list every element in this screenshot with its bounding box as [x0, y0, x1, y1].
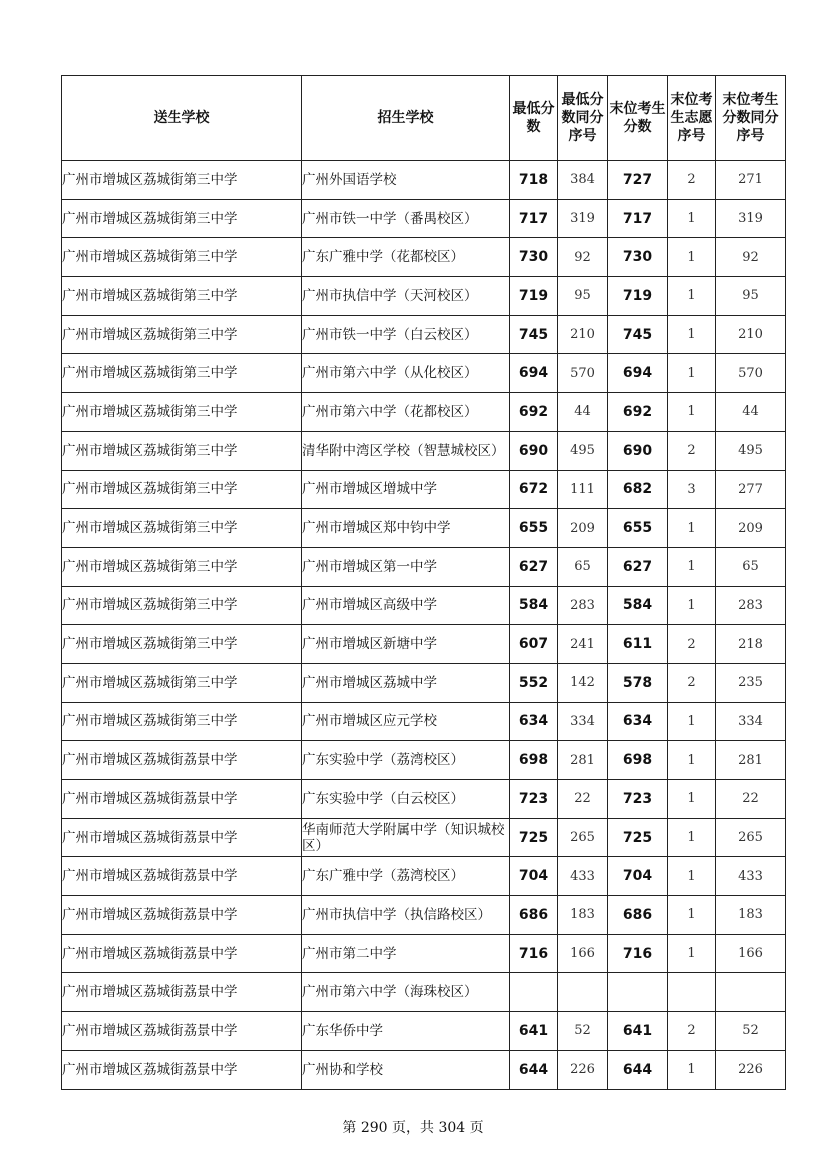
last-same-rank-cell: 44	[716, 393, 786, 432]
last-volunteer-cell: 1	[668, 896, 716, 935]
send-school-cell: 广州市增城区荔城街荔景中学	[62, 934, 302, 973]
min-same-rank-cell: 495	[558, 431, 608, 470]
table-row	[62, 547, 786, 586]
last-score-cell: 611	[608, 625, 668, 664]
send-school-cell: 广州市增城区荔城街第三中学	[62, 199, 302, 238]
min-same-rank-cell: 52	[558, 1012, 608, 1051]
table-row	[62, 780, 786, 819]
last-volunteer-cell: 2	[668, 1012, 716, 1051]
last-same-rank-cell: 52	[716, 1012, 786, 1051]
send-school-cell: 广州市增城区荔城街荔景中学	[62, 1050, 302, 1089]
min-score-cell: 607	[510, 625, 558, 664]
recruit-school-cell: 广州市增城区新塘中学	[302, 625, 510, 664]
min-same-rank-cell: 281	[558, 741, 608, 780]
recruit-school-cell: 广州市第二中学	[302, 934, 510, 973]
min-same-rank-cell: 92	[558, 238, 608, 277]
table-row	[62, 934, 786, 973]
last-volunteer-cell: 1	[668, 780, 716, 819]
table-row	[62, 857, 786, 896]
min-same-rank-cell: 22	[558, 780, 608, 819]
recruit-school-cell: 广东华侨中学	[302, 1012, 510, 1051]
last-score-cell: 745	[608, 315, 668, 354]
last-volunteer-cell: 1	[668, 702, 716, 741]
min-same-rank-cell: 570	[558, 354, 608, 393]
min-same-rank-cell: 226	[558, 1050, 608, 1089]
send-school-cell: 广州市增城区荔城街第三中学	[62, 702, 302, 741]
last-same-rank-cell: 570	[716, 354, 786, 393]
last-same-rank-cell: 218	[716, 625, 786, 664]
send-school-cell: 广州市增城区荔城街荔景中学	[62, 818, 302, 857]
last-score-cell: 634	[608, 702, 668, 741]
min-score-cell: 634	[510, 702, 558, 741]
last-same-rank-cell: 334	[716, 702, 786, 741]
last-same-rank-cell: 226	[716, 1050, 786, 1089]
table-row	[62, 973, 786, 1012]
recruit-school-cell: 广东实验中学（荔湾校区）	[302, 741, 510, 780]
table-row	[62, 702, 786, 741]
recruit-school-cell: 广州市铁一中学（白云校区）	[302, 315, 510, 354]
recruit-school-cell: 广东广雅中学（荔湾校区）	[302, 857, 510, 896]
recruit-school-cell: 广东实验中学（白云校区）	[302, 780, 510, 819]
min-same-rank-cell: 433	[558, 857, 608, 896]
last-score-cell: 641	[608, 1012, 668, 1051]
last-volunteer-cell: 2	[668, 625, 716, 664]
last-volunteer-cell: 1	[668, 199, 716, 238]
table-row	[62, 896, 786, 935]
last-volunteer-cell: 1	[668, 818, 716, 857]
last-score-cell: 644	[608, 1050, 668, 1089]
min-score-cell: 725	[510, 818, 558, 857]
min-score-cell: 641	[510, 1012, 558, 1051]
table-row	[62, 431, 786, 470]
min-same-rank-cell	[558, 973, 608, 1012]
send-school-cell: 广州市增城区荔城街第三中学	[62, 663, 302, 702]
last-same-rank-cell: 22	[716, 780, 786, 819]
min-same-rank-cell: 111	[558, 470, 608, 509]
min-score-cell: 627	[510, 547, 558, 586]
last-same-rank-cell: 65	[716, 547, 786, 586]
table-row	[62, 625, 786, 664]
last-volunteer-cell	[668, 973, 716, 1012]
last-volunteer-cell: 2	[668, 161, 716, 200]
min-same-rank-cell: 183	[558, 896, 608, 935]
min-score-cell: 730	[510, 238, 558, 277]
header-min-score: 最低分数	[510, 76, 558, 161]
send-school-cell: 广州市增城区荔城街第三中学	[62, 625, 302, 664]
recruit-school-cell: 广州市第六中学（花都校区）	[302, 393, 510, 432]
last-score-cell: 717	[608, 199, 668, 238]
last-volunteer-cell: 1	[668, 857, 716, 896]
min-same-rank-cell: 334	[558, 702, 608, 741]
header-send-school: 送生学校	[62, 76, 302, 161]
table-header-row	[62, 76, 786, 161]
last-same-rank-cell: 92	[716, 238, 786, 277]
last-volunteer-cell: 1	[668, 393, 716, 432]
table-row	[62, 238, 786, 277]
last-volunteer-cell: 2	[668, 663, 716, 702]
last-same-rank-cell: 319	[716, 199, 786, 238]
min-score-cell: 686	[510, 896, 558, 935]
last-score-cell: 655	[608, 509, 668, 548]
table-row	[62, 1012, 786, 1051]
last-volunteer-cell: 1	[668, 277, 716, 316]
last-same-rank-cell: 95	[716, 277, 786, 316]
last-same-rank-cell: 183	[716, 896, 786, 935]
table-row	[62, 354, 786, 393]
min-score-cell: 584	[510, 586, 558, 625]
page-number-footer: 第 290 页，共 304 页	[342, 1120, 484, 1136]
table-row	[62, 663, 786, 702]
table-row	[62, 1050, 786, 1089]
last-score-cell: 719	[608, 277, 668, 316]
table-row	[62, 741, 786, 780]
min-score-cell: 704	[510, 857, 558, 896]
min-score-cell: 719	[510, 277, 558, 316]
last-volunteer-cell: 1	[668, 315, 716, 354]
send-school-cell: 广州市增城区荔城街荔景中学	[62, 973, 302, 1012]
send-school-cell: 广州市增城区荔城街第三中学	[62, 586, 302, 625]
send-school-cell: 广州市增城区荔城街第三中学	[62, 354, 302, 393]
last-same-rank-cell: 277	[716, 470, 786, 509]
table-row	[62, 199, 786, 238]
last-score-cell: 704	[608, 857, 668, 896]
send-school-cell: 广州市增城区荔城街第三中学	[62, 547, 302, 586]
recruit-school-cell: 清华附中湾区学校（智慧城校区）	[302, 431, 510, 470]
recruit-school-cell: 广州协和学校	[302, 1050, 510, 1089]
last-same-rank-cell: 210	[716, 315, 786, 354]
last-volunteer-cell: 3	[668, 470, 716, 509]
last-volunteer-cell: 1	[668, 354, 716, 393]
recruit-school-cell: 广州市增城区应元学校	[302, 702, 510, 741]
last-same-rank-cell: 209	[716, 509, 786, 548]
send-school-cell: 广州市增城区荔城街荔景中学	[62, 896, 302, 935]
table-row	[62, 277, 786, 316]
last-score-cell: 723	[608, 780, 668, 819]
last-score-cell: 682	[608, 470, 668, 509]
send-school-cell: 广州市增城区荔城街第三中学	[62, 161, 302, 200]
last-score-cell: 690	[608, 431, 668, 470]
header-min-same-rank: 最低分数同分序号	[558, 76, 608, 161]
last-score-cell: 730	[608, 238, 668, 277]
last-score-cell: 694	[608, 354, 668, 393]
last-score-cell: 686	[608, 896, 668, 935]
send-school-cell: 广州市增城区荔城街第三中学	[62, 393, 302, 432]
min-score-cell: 716	[510, 934, 558, 973]
recruit-school-cell: 广州市第六中学（从化校区）	[302, 354, 510, 393]
last-same-rank-cell: 495	[716, 431, 786, 470]
admission-score-table	[61, 75, 786, 1090]
send-school-cell: 广州市增城区荔城街荔景中学	[62, 741, 302, 780]
last-score-cell: 716	[608, 934, 668, 973]
recruit-school-cell: 广州外国语学校	[302, 161, 510, 200]
table-row	[62, 470, 786, 509]
send-school-cell: 广州市增城区荔城街第三中学	[62, 509, 302, 548]
min-score-cell: 698	[510, 741, 558, 780]
table-row	[62, 509, 786, 548]
last-score-cell: 698	[608, 741, 668, 780]
min-same-rank-cell: 319	[558, 199, 608, 238]
min-same-rank-cell: 241	[558, 625, 608, 664]
table-row	[62, 818, 786, 857]
header-last-score: 末位考生分数	[608, 76, 668, 161]
min-same-rank-cell: 384	[558, 161, 608, 200]
send-school-cell: 广州市增城区荔城街第三中学	[62, 238, 302, 277]
table-row	[62, 315, 786, 354]
last-score-cell: 727	[608, 161, 668, 200]
last-volunteer-cell: 1	[668, 934, 716, 973]
min-same-rank-cell: 210	[558, 315, 608, 354]
recruit-school-cell: 广州市增城区高级中学	[302, 586, 510, 625]
last-volunteer-cell: 2	[668, 431, 716, 470]
min-score-cell: 717	[510, 199, 558, 238]
table-body	[62, 161, 786, 1090]
last-same-rank-cell: 235	[716, 663, 786, 702]
min-score-cell: 644	[510, 1050, 558, 1089]
recruit-school-cell: 广州市增城区增城中学	[302, 470, 510, 509]
last-score-cell: 584	[608, 586, 668, 625]
recruit-school-cell: 广州市增城区荔城中学	[302, 663, 510, 702]
send-school-cell: 广州市增城区荔城街第三中学	[62, 315, 302, 354]
last-score-cell: 725	[608, 818, 668, 857]
min-same-rank-cell: 142	[558, 663, 608, 702]
send-school-cell: 广州市增城区荔城街第三中学	[62, 277, 302, 316]
send-school-cell: 广州市增城区荔城街第三中学	[62, 431, 302, 470]
min-score-cell: 690	[510, 431, 558, 470]
last-same-rank-cell: 433	[716, 857, 786, 896]
min-same-rank-cell: 44	[558, 393, 608, 432]
recruit-school-cell: 广东广雅中学（花都校区）	[302, 238, 510, 277]
last-volunteer-cell: 1	[668, 586, 716, 625]
last-volunteer-cell: 1	[668, 238, 716, 277]
send-school-cell: 广州市增城区荔城街第三中学	[62, 470, 302, 509]
send-school-cell: 广州市增城区荔城街荔景中学	[62, 1012, 302, 1051]
last-volunteer-cell: 1	[668, 1050, 716, 1089]
table-row	[62, 161, 786, 200]
last-score-cell: 578	[608, 663, 668, 702]
min-same-rank-cell: 65	[558, 547, 608, 586]
header-last-volunteer: 末位考生志愿序号	[668, 76, 716, 161]
min-same-rank-cell: 209	[558, 509, 608, 548]
recruit-school-cell: 广州市增城区郑中钧中学	[302, 509, 510, 548]
send-school-cell: 广州市增城区荔城街荔景中学	[62, 780, 302, 819]
last-same-rank-cell: 166	[716, 934, 786, 973]
send-school-cell: 广州市增城区荔城街荔景中学	[62, 857, 302, 896]
min-score-cell: 718	[510, 161, 558, 200]
min-score-cell: 692	[510, 393, 558, 432]
last-same-rank-cell: 265	[716, 818, 786, 857]
last-volunteer-cell: 1	[668, 509, 716, 548]
header-recruit-school: 招生学校	[302, 76, 510, 161]
min-score-cell: 694	[510, 354, 558, 393]
last-volunteer-cell: 1	[668, 741, 716, 780]
last-score-cell: 627	[608, 547, 668, 586]
recruit-school-cell: 华南师范大学附属中学（知识城校区）	[302, 818, 510, 857]
min-score-cell: 655	[510, 509, 558, 548]
last-volunteer-cell: 1	[668, 547, 716, 586]
last-same-rank-cell	[716, 973, 786, 1012]
min-same-rank-cell: 265	[558, 818, 608, 857]
min-score-cell: 745	[510, 315, 558, 354]
min-score-cell	[510, 973, 558, 1012]
min-score-cell: 552	[510, 663, 558, 702]
min-same-rank-cell: 95	[558, 277, 608, 316]
min-same-rank-cell: 283	[558, 586, 608, 625]
last-same-rank-cell: 271	[716, 161, 786, 200]
last-score-cell: 692	[608, 393, 668, 432]
recruit-school-cell: 广州市增城区第一中学	[302, 547, 510, 586]
last-same-rank-cell: 281	[716, 741, 786, 780]
min-score-cell: 672	[510, 470, 558, 509]
last-same-rank-cell: 283	[716, 586, 786, 625]
recruit-school-cell: 广州市铁一中学（番禺校区）	[302, 199, 510, 238]
recruit-school-cell: 广州市执信中学（执信路校区）	[302, 896, 510, 935]
min-score-cell: 723	[510, 780, 558, 819]
table-row	[62, 586, 786, 625]
recruit-school-cell: 广州市第六中学（海珠校区）	[302, 973, 510, 1012]
min-same-rank-cell: 166	[558, 934, 608, 973]
last-score-cell	[608, 973, 668, 1012]
recruit-school-cell: 广州市执信中学（天河校区）	[302, 277, 510, 316]
header-last-same-rank: 末位考生分数同分序号	[716, 76, 786, 161]
table-row	[62, 393, 786, 432]
